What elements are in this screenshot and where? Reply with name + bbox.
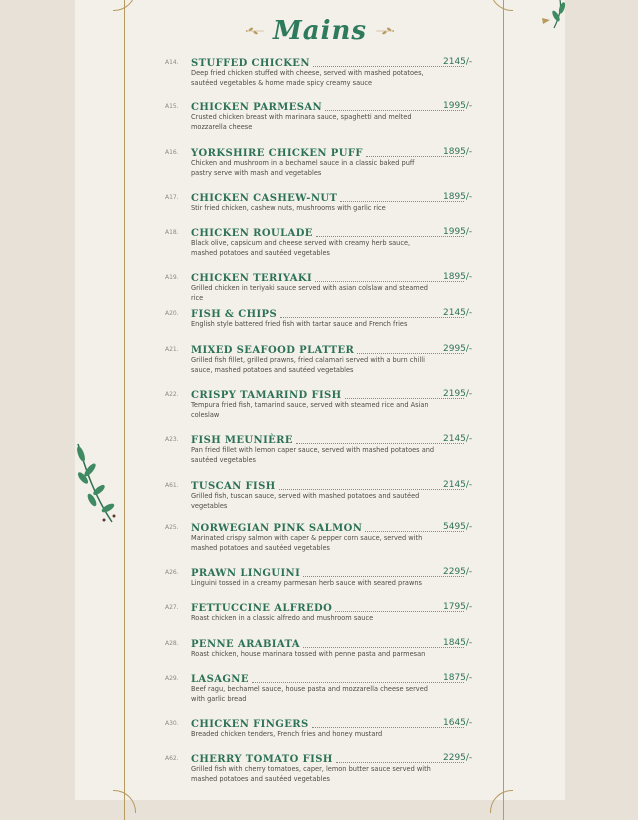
item-name: NORWEGIAN PINK SALMON	[191, 523, 363, 534]
item-price: 1895/-	[443, 272, 473, 282]
item-code: A14.	[165, 59, 179, 66]
item-description: Roast chicken, house marinara tossed with penne pasta and parmesan	[191, 650, 426, 658]
item-price: 2295/-	[443, 567, 473, 577]
item-name: FISH MEUNIÈRE	[191, 435, 293, 446]
item-description: Stir fried chicken, cashew nuts, mushrooms with garlic rice	[191, 204, 386, 212]
item-name: LASAGNE	[191, 674, 249, 685]
item-price: 2995/-	[443, 344, 473, 354]
item-price: 2145/-	[443, 57, 473, 67]
item-name: CHICKEN PARMESAN	[191, 102, 323, 113]
item-price: 1645/-	[443, 718, 473, 728]
item-code: A22.	[165, 391, 179, 398]
item-name: CRISPY TAMARIND FISH	[191, 390, 342, 401]
item-description: Chicken and mushroom in a bechamel sauce in a classic baked puff pastry serve with mash and vegetables	[191, 159, 415, 177]
item-name: TUSCAN FISH	[191, 481, 276, 492]
item-price: 2145/-	[443, 480, 473, 490]
item-description: English style battered fried fish with tartar sauce and French fries	[191, 320, 408, 328]
item-description: Linguini tossed in a creamy parmesan herb sauce with seared prawns	[191, 579, 422, 587]
item-name: MIXED SEAFOOD PLATTER	[191, 345, 355, 356]
menu-header	[245, 12, 395, 50]
item-description: Deep fried chicken stuffed with cheese, served with mashed potatoes, sautéed vegetables & home made spicy creamy sauce	[191, 69, 424, 87]
item-description: Grilled fish fillet, grilled prawns, fried calamari served with a burn chilli sauce, mashed potatoes and sautéed vegetables	[191, 356, 425, 374]
item-price: 2195/-	[443, 389, 473, 399]
item-name: CHICKEN ROULADE	[191, 228, 313, 239]
item-price: 2145/-	[443, 308, 473, 318]
item-code: A16.	[165, 149, 179, 156]
item-description: Black olive, capsicum and cheese served with creamy herb sauce, mashed potatoes and sautéed vegetables	[191, 239, 411, 257]
item-name: FETTUCCINE ALFREDO	[191, 603, 333, 614]
item-name: CHICKEN TERIYAKI	[191, 273, 313, 284]
item-price: 1895/-	[443, 147, 473, 157]
item-code: A30.	[165, 720, 179, 727]
item-price: 1995/-	[443, 227, 473, 237]
ornament-right-icon	[375, 24, 395, 38]
item-name: CHICKEN CASHEW-NUT	[191, 193, 338, 204]
item-description: Grilled fish with cherry tomatoes, caper, lemon butter sauce served with mashed potatoes and sautéed vegetables	[191, 765, 431, 783]
leaf-sprig-icon	[72, 440, 122, 530]
item-price: 2295/-	[443, 753, 473, 763]
leaf-sprig-icon	[540, 0, 570, 32]
item-description: Grilled chicken in teriyaki sauce served with asian colslaw and steamed rice	[191, 284, 428, 302]
item-code: A27.	[165, 604, 179, 611]
item-name: YORKSHIRE CHICKEN PUFF	[191, 148, 363, 159]
item-description: Crusted chicken breast with marinara sauce, spaghetti and melted mozzarella cheese	[191, 113, 412, 131]
item-code: A62.	[165, 755, 179, 762]
item-code: A17.	[165, 194, 179, 201]
item-description: Pan fried fillet with lemon caper sauce, served with mashed potatoes and sautéed vegetables	[191, 446, 435, 464]
page-title: Mains	[272, 16, 368, 46]
item-description: Breaded chicken tenders, French fries and honey mustard	[191, 730, 383, 738]
item-description: Tempura fried fish, tamarind sauce, served with steamed rice and Asian coleslaw	[191, 401, 429, 419]
item-code: A19.	[165, 274, 179, 281]
item-code: A61.	[165, 482, 179, 489]
item-code: A28.	[165, 640, 179, 647]
item-code: A15.	[165, 103, 179, 110]
item-description: Grilled fish, tuscan sauce, served with mashed potatoes and sautéed vegetables	[191, 492, 420, 510]
item-code: A21.	[165, 346, 179, 353]
item-description: Marinated crispy salmon with caper & pepper corn sauce, served with mashed potatoes and sautéed vegetables	[191, 534, 423, 552]
item-price: 5495/-	[443, 522, 473, 532]
ornament-left-icon	[245, 24, 265, 38]
item-price: 1875/-	[443, 673, 473, 683]
item-description: Beef ragu, bechamel sauce, house pasta and mozzarella cheese served with garlic bread	[191, 685, 428, 703]
item-name: STUFFED CHICKEN	[191, 58, 310, 69]
item-description: Roast chicken in a classic alfredo and mushroom sauce	[191, 614, 374, 622]
item-code: A20.	[165, 310, 179, 317]
item-price: 1795/-	[443, 602, 473, 612]
item-name: CHICKEN FINGERS	[191, 719, 309, 730]
item-code: A25.	[165, 524, 179, 531]
item-name: CHERRY TOMATO FISH	[191, 754, 333, 765]
item-price: 1845/-	[443, 638, 473, 648]
item-name: PRAWN LINGUINI	[191, 568, 301, 579]
item-code: A23.	[165, 436, 179, 443]
item-code: A29.	[165, 675, 179, 682]
item-code: A18.	[165, 229, 179, 236]
item-price: 1995/-	[443, 101, 473, 111]
item-name: PENNE ARABIATA	[191, 639, 300, 650]
item-price: 1895/-	[443, 192, 473, 202]
item-name: FISH & CHIPS	[191, 309, 278, 320]
item-code: A26.	[165, 569, 179, 576]
item-price: 2145/-	[443, 434, 473, 444]
